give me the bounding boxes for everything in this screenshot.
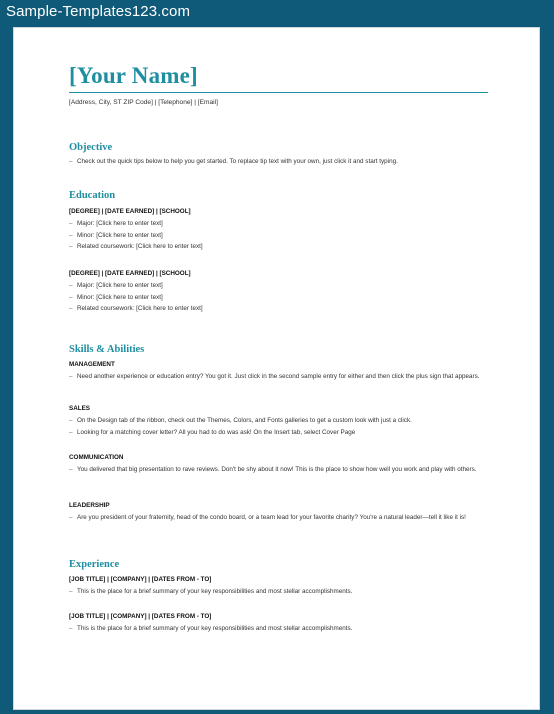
education-heading[interactable]: [DEGREE] | [DATE EARNED] | [SCHOOL] [69,208,191,215]
education-heading[interactable]: [DEGREE] | [DATE EARNED] | [SCHOOL] [69,270,191,277]
experience-heading[interactable]: [JOB TITLE] | [COMPANY] | [DATES FROM - TO] [69,576,212,583]
education-item[interactable]: – Related coursework: [Click here to enter text] [69,305,489,314]
skills-title: Skills & Abilities [69,344,145,355]
experience-item[interactable]: – This is the place for a brief summary of your key responsibilities and most stellar accomplishments. [69,625,489,634]
contact-line[interactable]: [Address, City, ST ZIP Code] | [Telephone] | [Email] [69,99,218,106]
skill-group [69,404,489,437]
skill-item[interactable]: – You delivered that big presentation to rave reviews. Don't be shy about it now! This is the place to show how well you work and play with others. [69,466,489,475]
resume-name[interactable]: [Your Name] [69,63,198,88]
site-watermark: Sample-Templates123.com [6,3,191,20]
education-item[interactable]: – Major: [Click here to enter text] [69,220,489,229]
skill-item[interactable]: – Looking for a matching cover letter? All you had to do was ask! On the Insert tab, select Cover Page [69,429,489,438]
experience-section [69,558,489,571]
skill-group [69,360,489,382]
skill-heading[interactable]: MANAGEMENT [69,361,115,368]
education-item[interactable]: – Major: [Click here to enter text] [69,282,489,291]
objective-title: Objective [69,142,113,153]
skill-item[interactable]: – Are you president of your fraternity, head of the condo board, or a team lead for your favorite charity? You're a natural leader—tell it like it is! [69,514,489,523]
skill-item[interactable]: – Need another experience or education entry? You got it. Just click in the second sample entry for either and then click the plus sign that appears. [69,373,489,382]
skill-heading[interactable]: SALES [69,405,90,412]
objective-text[interactable]: – Check out the quick tips below to help you get started. To replace tip text with your own, just click it and start typing. [69,158,489,167]
name-divider [69,92,488,93]
education-item[interactable]: – Minor: [Click here to enter text] [69,232,489,241]
education-title: Education [69,190,116,201]
experience-item[interactable]: – This is the place for a brief summary of your key responsibilities and most stellar accomplishments. [69,588,489,597]
skill-item[interactable]: – On the Design tab of the ribbon, check out the Themes, Colors, and Fonts galleries to get a custom look with just a click. [69,417,489,426]
education-item[interactable]: – Related coursework: [Click here to enter text] [69,243,489,252]
education-section [69,189,489,202]
experience-entry [69,612,489,634]
skill-heading[interactable]: LEADERSHIP [69,502,110,509]
education-entry [69,269,489,314]
resume-page [13,27,540,710]
objective-section [69,141,489,167]
education-entry [69,207,489,252]
skill-group [69,501,489,523]
experience-heading[interactable]: [JOB TITLE] | [COMPANY] | [DATES FROM - TO] [69,613,212,620]
skills-section [69,343,489,356]
experience-entry [69,575,489,597]
education-item[interactable]: – Minor: [Click here to enter text] [69,294,489,303]
skill-group [69,453,489,475]
skill-heading[interactable]: COMMUNICATION [69,454,124,461]
experience-title: Experience [69,559,120,570]
